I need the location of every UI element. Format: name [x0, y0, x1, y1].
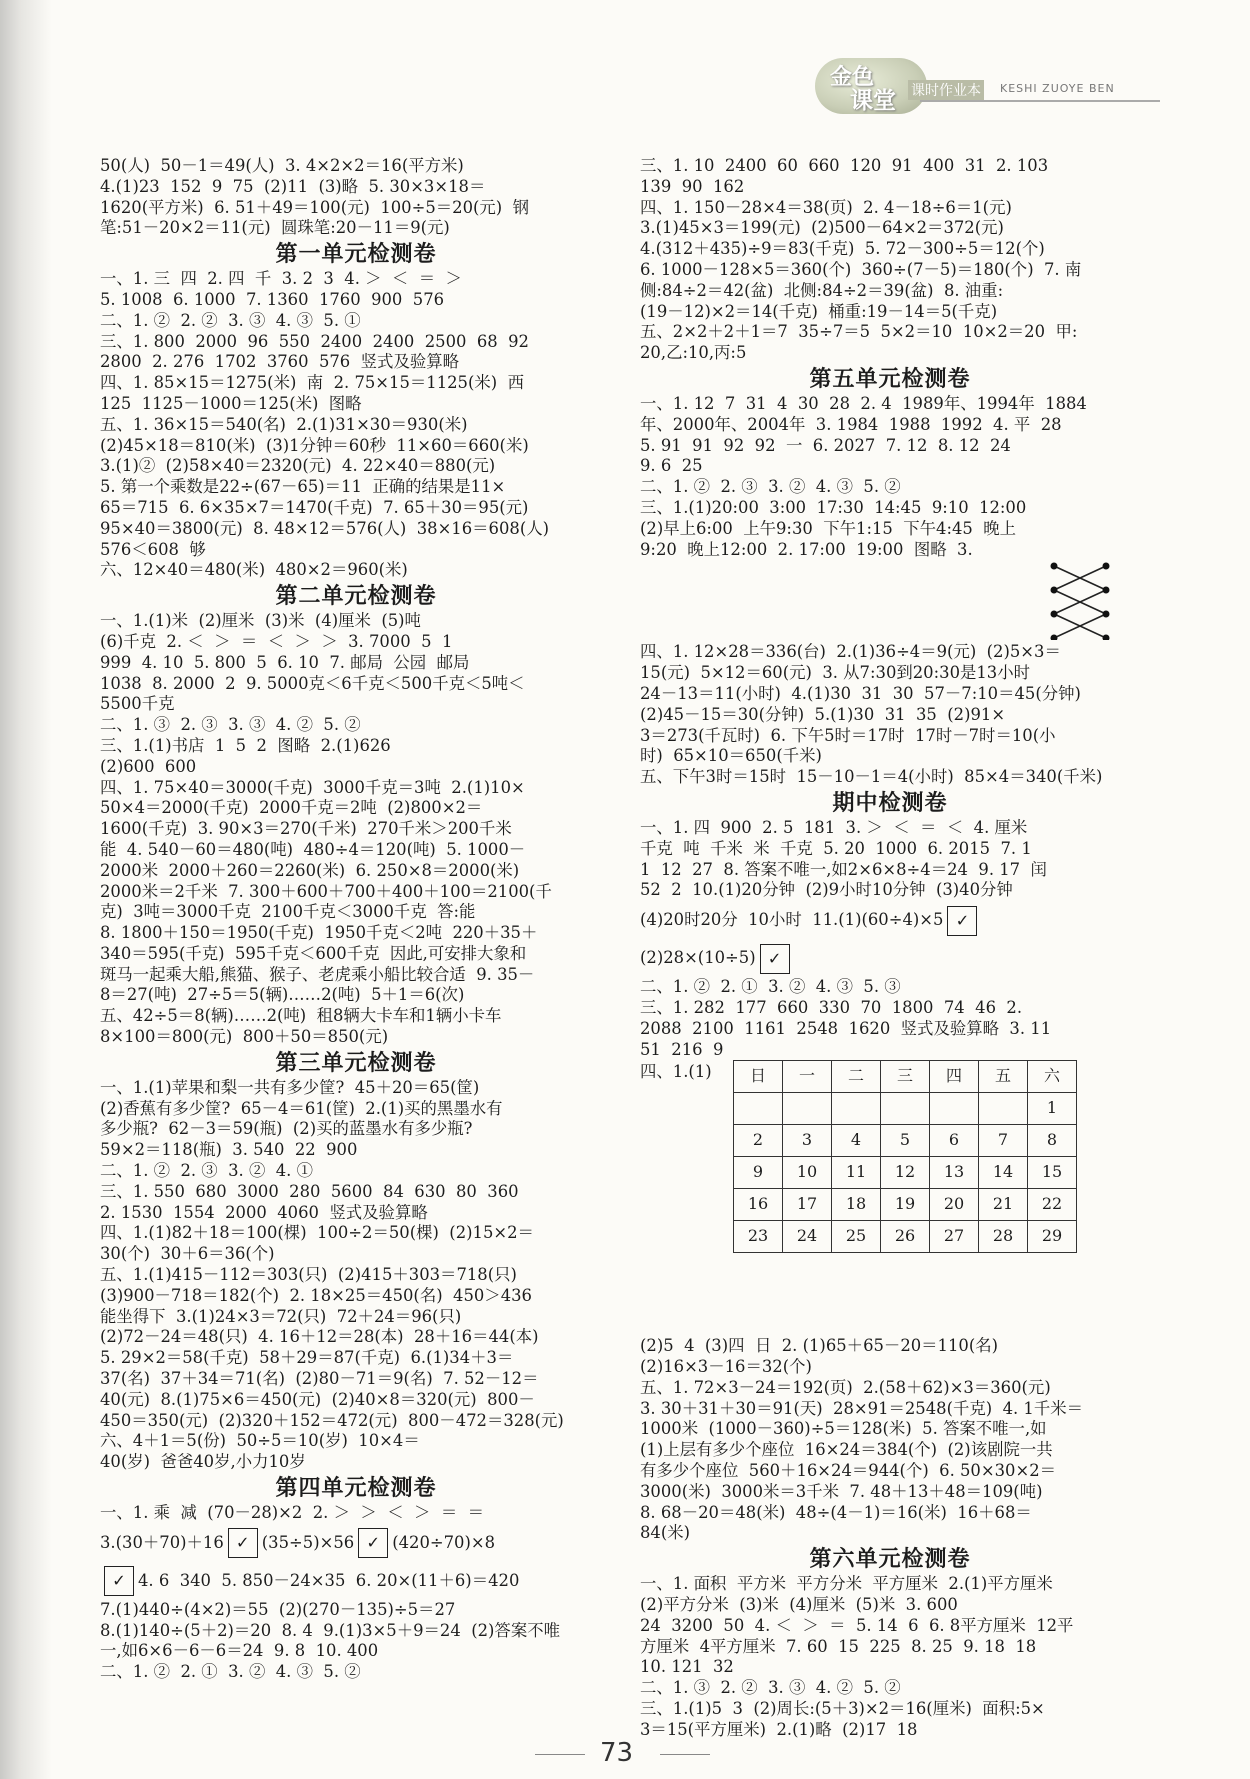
answer-line: (2)平方分米 (3)米 (4)厘米 (5)米 3. 600 — [640, 1595, 958, 1615]
calendar-label: 四、1.(1) — [640, 1062, 712, 1082]
header-rule — [920, 100, 1160, 102]
date-cell: 22 — [1028, 1189, 1077, 1221]
answer-line: 2800 2. 276 1702 3760 576 竖式及验算略 — [100, 352, 460, 372]
page-header — [790, 52, 1180, 122]
answer-line: (6)千克 2. ＜ ＞ ＝ ＜ ＞ ＞ 3. 7000 5 1 — [100, 631, 453, 651]
page-number: 73 — [600, 1738, 634, 1768]
answer-line: 能坐得下 3.(1)24×3＝72(只) 72＋24＝96(只) — [100, 1306, 462, 1326]
answer-line: 2000米＝2千米 7. 300＋600＋700＋400＋100＝2100(千 — [100, 881, 552, 901]
logo-bottom-text: 课堂 — [850, 88, 896, 114]
answer-line: 3＝273(千瓦时) 6. 下午5时＝17时 17时－7时＝10(小 — [640, 725, 1056, 745]
answer-line: 二、1. ③ 2. ③ 3. ③ 4. ② 5. ② — [100, 715, 361, 735]
answer-line: 1620(平方米) 6. 51＋49＝100(元) 100÷5＝20(元) 钢 — [100, 197, 530, 217]
answer-line: 8.(1)140÷(5＋2)＝20 8. 4 9.(1)3×5＋9＝24 (2)答案不唯 — [100, 1620, 560, 1640]
answer-text: (2)28×(10÷5) — [640, 948, 756, 968]
answer-line: 二、1. ② 2. ① 3. ② 4. ③ 5. ② — [100, 1662, 361, 1682]
answer-line: 3.(1)② (2)58×40＝2320(元) 4. 22×40＝880(元) — [100, 456, 496, 476]
answer-line: 5. 第一个乘数是22÷(67－65)＝11 正确的结果是11× — [100, 477, 506, 497]
date-cell: 26 — [881, 1221, 930, 1253]
date-cell: 16 — [734, 1189, 783, 1221]
date-cell: 2 — [734, 1125, 783, 1157]
date-cell — [881, 1093, 930, 1125]
date-cell: 24 — [783, 1221, 832, 1253]
answer-line: 9. 6 25 — [640, 456, 703, 476]
answer-line: 40(岁) 爸爸40岁,小力10岁 — [100, 1452, 306, 1472]
answer-line: (2)45×18＝810(米) (3)1分钟＝60秒 11×60＝660(米) — [100, 435, 529, 455]
answer-line: 139 90 162 — [640, 176, 745, 196]
calendar-row — [734, 1189, 1077, 1221]
answer-line: (2)香蕉有多少筐? 65－4＝61(筐) 2.(1)买的黑墨水有 — [100, 1098, 503, 1118]
answer-line: 40(元) 8.(1)75×6＝450(元) (2)40×8＝320(元) 800－ — [100, 1389, 535, 1409]
answer-line: 24 3200 50 4. ＜ ＞ ＝ 5. 14 6 6. 8平方厘米 12平 — [640, 1615, 1074, 1635]
answer-line: (3)900－718＝182(个) 2. 18×25＝450(名) 450＞436 — [100, 1285, 532, 1305]
answer-line: 五、2×2＋2＋1＝7 35÷7＝5 5×2＝10 10×2＝20 甲: — [640, 322, 1078, 342]
calendar-row — [734, 1157, 1077, 1189]
answer-line: 3＝15(平方厘米) 2.(1)略 (2)17 18 — [640, 1719, 918, 1739]
answer-line: 8×100＝800(元) 800＋50＝850(元) — [100, 1027, 389, 1047]
answer-line: (1)上层有多少个座位 16×24＝384(个) (2)该剧院一共 — [640, 1440, 1053, 1460]
answer-line: 7.(1)440÷(4×2)＝55 (2)(270－135)÷5＝27 — [100, 1599, 456, 1619]
answer-line: 9:20 晚上12:00 2. 17:00 19:00 图略 3. — [640, 539, 973, 559]
answer-line: 3000(米) 3000米＝3千米 7. 48＋13＋48＝109(吨) — [640, 1481, 1043, 1501]
date-cell: 1 — [1028, 1093, 1077, 1125]
answer-line: 二、1. ② 2. ③ 3. ② 4. ① — [100, 1161, 313, 1181]
date-cell — [930, 1093, 979, 1125]
answer-line-with-checkbox — [100, 1524, 612, 1562]
checkmark-box-icon: ✓ — [104, 1566, 134, 1596]
answer-line: 15(元) 5×12＝60(元) 3. 从7:30到20:30是13小时 — [640, 663, 1031, 683]
answer-line-with-checkbox — [640, 901, 1140, 939]
answer-line: 二、1. ③ 2. ② 3. ③ 4. ② 5. ② — [640, 1678, 901, 1698]
answer-text: 3.(30＋70)＋16 — [100, 1532, 224, 1552]
date-cell: 17 — [783, 1189, 832, 1221]
answer-line: 二、1. ② 2. ② 3. ③ 4. ③ 5. ① — [100, 310, 361, 330]
answer-line: 六、4＋1＝5(份) 50÷5＝10(岁) 10×4＝ — [100, 1431, 420, 1451]
answer-line: 一,如6×6－6－6＝24 9. 8 10. 400 — [100, 1641, 379, 1661]
answer-line: 一、1. 三 四 2. 四 千 3. 2 3 4. ＞ ＜ ＝ ＞ — [100, 269, 462, 289]
weekday-cell: 五 — [979, 1061, 1028, 1093]
checkmark-box-icon: ✓ — [760, 944, 790, 974]
answer-line-with-checkbox — [100, 1562, 612, 1600]
answer-line: 一、1. 12 7 31 4 30 28 2. 4 1989年、1994年 1884 — [640, 393, 1087, 413]
answer-line: 340＝595(千克) 595千克＜600千克 因此,可安排大象和 — [100, 943, 527, 963]
answer-line: (2)5 4 (3)四 日 2. (1)65＋65－20＝110(名) — [640, 1336, 999, 1356]
answer-line: 1038 8. 2000 2 9. 5000克＜6千克＜500千克＜5吨＜ — [100, 673, 525, 693]
answer-line: 20,乙:10,丙:5 — [640, 343, 747, 363]
answer-line: 50×4＝2000(千克) 2000千克＝2吨 (2)800×2＝ — [100, 798, 483, 818]
section-title: 第一单元检测卷 — [275, 241, 437, 268]
date-cell: 15 — [1028, 1157, 1077, 1189]
answer-line: 有多少个座位 560＋16×24＝944(个) 6. 50×30×2＝ — [640, 1461, 1057, 1481]
answer-line: 84(米) — [640, 1523, 691, 1543]
answer-line: 6. 1000－128×5＝360(个) 360÷(7－5)＝180(个) 7. 南 — [640, 259, 1082, 279]
answer-line: 1600(千克) 3. 90×3＝270(千米) 270千米＞200千米 — [100, 819, 512, 839]
matching-lines-icon — [1040, 560, 1120, 640]
answer-line: 一、1. 乘 减 (70－28)×2 2. ＞ ＞ ＜ ＞ ＝ ＝ — [100, 1503, 485, 1523]
calendar-row — [734, 1093, 1077, 1125]
answer-line: 5500千克 — [100, 694, 175, 714]
page-number-dash-right — [660, 1754, 710, 1755]
answer-line: 95×40＝3800(元) 8. 48×12＝576(人) 38×16＝608(人) — [100, 518, 550, 538]
answer-line: 51 216 9 — [640, 1039, 724, 1059]
date-cell: 27 — [930, 1221, 979, 1253]
answer-text: 4. 6 340 5. 850－24×35 6. 20×(11＋6)＝420 — [138, 1570, 520, 1590]
answer-line: 1 12 27 8. 答案不唯一,如2×6×8÷4＝24 9. 17 闰 — [640, 859, 1047, 879]
answer-line: 四、1. 12×28＝336(台) 2.(1)36÷4＝9(元) (2)5×3＝ — [640, 642, 1061, 662]
answer-line: 多少瓶? 62－3＝59(瓶) (2)买的蓝墨水有多少瓶? — [100, 1119, 473, 1139]
section-title: 第六单元检测卷 — [809, 1546, 971, 1573]
answer-line: 克) 3吨＝3000千克 2100千克＜3000千克 答:能 — [100, 902, 476, 922]
answer-line: 四、1. 85×15＝1275(米) 南 2. 75×15＝1125(米) 西 — [100, 373, 524, 393]
checkmark-box-icon: ✓ — [947, 906, 977, 936]
answer-line: 五、1.(1)415－112＝303(只) (2)415＋303＝718(只) — [100, 1265, 517, 1285]
date-cell: 20 — [930, 1189, 979, 1221]
answer-line: 2000米 2000＋260＝2260(米) 6. 250×8＝2000(米) — [100, 860, 520, 880]
answer-line: 五、下午3时＝15时 15－10－1＝4(小时) 85×4＝340(千米) — [640, 767, 1103, 787]
answer-line: 三、1. 282 177 660 330 70 1800 74 46 2. — [640, 997, 1023, 1017]
answer-line: 24－13＝11(小时) 4.(1)30 31 30 57－7:10＝45(分钟) — [640, 683, 1081, 703]
date-cell: 5 — [881, 1125, 930, 1157]
answer-line: (2)早上6:00 上午9:30 下午1:15 下午4:45 晚上 — [640, 518, 1017, 538]
date-cell: 21 — [979, 1189, 1028, 1221]
date-cell: 19 — [881, 1189, 930, 1221]
date-cell: 4 — [832, 1125, 881, 1157]
answer-line: 4.(312＋435)÷9＝83(千克) 5. 72－300÷5＝12(个) — [640, 239, 1045, 259]
header-english: KESHI ZUOYE BEN — [1000, 82, 1115, 95]
answer-line: 斑马一起乘大船,熊猫、猴子、老虎乘小船比较合适 9. 35－ — [100, 964, 535, 984]
answer-line: 59×2＝118(瓶) 3. 540 22 900 — [100, 1140, 358, 1160]
answer-line: 四、1. 150－28×4＝38(页) 2. 4－18÷6＝1(元) — [640, 197, 1012, 217]
answer-line: 三、1.(1)5 3 (2)周长:(5＋3)×2＝16(厘米) 面积:5× — [640, 1699, 1045, 1719]
date-cell: 25 — [832, 1221, 881, 1253]
left-answer-column — [100, 156, 612, 1683]
calendar-header-row — [734, 1061, 1077, 1093]
answer-line: 50(人) 50－1＝49(人) 3. 4×2×2＝16(平方米) — [100, 156, 464, 175]
answer-line: (19－12)×2＝14(千克) 桶重:19－14＝5(千克) — [640, 301, 998, 321]
logo-top-text: 金色 — [830, 65, 875, 90]
section-title: 第二单元检测卷 — [275, 583, 437, 610]
calendar-block — [640, 1060, 1140, 1336]
page-number-dash-left — [535, 1754, 585, 1755]
matching-diagram — [640, 560, 1140, 642]
answer-line: 125 1125－1000＝125(米) 图略 — [100, 393, 362, 413]
answer-line: 52 2 10.(1)20分钟 (2)9小时10分钟 (3)40分钟 — [640, 880, 1013, 900]
answer-line: 五、1. 72×3－24＝192(页) 2.(58＋62)×3＝360(元) — [640, 1377, 1051, 1397]
answer-line: 笔:51－20×2＝11(元) 圆珠笔:20－11＝9(元) — [100, 218, 450, 238]
answer-line: 五、1. 36×15＝540(名) 2.(1)31×30＝930(米) — [100, 414, 468, 434]
section-title: 第三单元检测卷 — [275, 1049, 437, 1076]
answer-text: (420÷70)×8 — [392, 1532, 496, 1552]
answer-line: 时) 65×10＝650(千米) — [640, 746, 822, 766]
answer-line: 三、1.(1)书店 1 5 2 图略 2.(1)626 — [100, 735, 391, 755]
answer-line: 999 4. 10 5. 800 5 6. 10 7. 邮局 公园 邮局 — [100, 652, 470, 672]
weekday-cell: 四 — [930, 1061, 979, 1093]
answer-line: 一、1.(1)苹果和梨一共有多少筐? 45＋20＝65(筐) — [100, 1077, 480, 1097]
answer-line: 8＝27(吨) 27÷5＝5(辆)……2(吨) 5＋1＝6(次) — [100, 985, 465, 1005]
answer-line-with-checkbox — [640, 939, 1140, 977]
section-title: 第五单元检测卷 — [809, 365, 971, 392]
answer-line: 2088 2100 1161 2548 1620 竖式及验算略 3. 11 — [640, 1018, 1052, 1038]
date-cell: 12 — [881, 1157, 930, 1189]
weekday-cell: 六 — [1028, 1061, 1077, 1093]
checkmark-box-icon: ✓ — [228, 1528, 258, 1558]
answer-line: 年、2000年、2004年 3. 1984 1988 1992 4. 平 28 — [640, 414, 1062, 434]
right-answer-column — [640, 156, 1140, 1741]
answer-line: 三、1.(1)20:00 3:00 17:30 14:45 9:10 12:00 — [640, 497, 1027, 517]
answer-line: 37(名) 37＋34＝71(名) (2)80－71＝9(名) 7. 52－12＝ — [100, 1369, 539, 1389]
date-cell: 28 — [979, 1221, 1028, 1253]
answer-line: 三、1. 550 680 3000 280 5600 84 630 80 360 — [100, 1181, 519, 1201]
answer-line: 3.(1)45×3＝199(元) (2)500－64×2＝372(元) — [640, 218, 1004, 238]
date-cell — [979, 1093, 1028, 1125]
answer-line: 5. 29×2＝58(千克) 58＋29＝87(千克) 6.(1)34＋3＝ — [100, 1348, 514, 1368]
answer-text: (35÷5)×56 — [261, 1532, 355, 1552]
weekday-cell: 三 — [881, 1061, 930, 1093]
answer-line: 4.(1)23 152 9 75 (2)11 (3)略 5. 30×3×18＝ — [100, 176, 486, 196]
section-title: 第四单元检测卷 — [275, 1475, 437, 1502]
answer-line: 方厘米 4平方厘米 7. 60 15 225 8. 25 9. 18 18 — [640, 1636, 1037, 1656]
answer-line: 450＝350(元) (2)320＋152＝472(元) 800－472＝328(元) — [100, 1410, 564, 1430]
section-title: 期中检测卷 — [832, 789, 948, 816]
answer-line: (2)45－15＝30(分钟) 5.(1)30 31 35 (2)91× — [640, 704, 1006, 724]
answer-line: (2)600 600 — [100, 756, 197, 776]
answer-line: 8. 68－20＝48(米) 48÷(4－1)＝16(米) 16＋68＝ — [640, 1502, 1032, 1522]
date-cell: 7 — [979, 1125, 1028, 1157]
answer-line: 三、1. 10 2400 60 660 120 91 400 31 2. 103 — [640, 156, 1049, 175]
answer-line: 65＝715 6. 6×35×7＝1470(千克) 7. 65＋30＝95(元) — [100, 497, 529, 517]
scan-edge-strip — [0, 0, 52, 1779]
date-cell: 13 — [930, 1157, 979, 1189]
calendar-row — [734, 1125, 1077, 1157]
date-cell: 9 — [734, 1157, 783, 1189]
answer-line: 3. 30＋31＋30＝91(天) 28×91＝2548(千克) 4. 1千米＝ — [640, 1398, 1084, 1418]
answer-line: 576＜608 够 — [100, 539, 206, 559]
answer-line: (2)72－24＝48(只) 4. 16＋12＝28(本) 28＋16＝44(本) — [100, 1327, 539, 1347]
checkmark-box-icon: ✓ — [358, 1528, 388, 1558]
answer-line: 二、1. ② 2. ① 3. ② 4. ③ 5. ③ — [640, 977, 901, 997]
date-cell — [832, 1093, 881, 1125]
answer-line: 侧:84÷2＝42(盆) 北侧:84÷2＝39(盆) 8. 油重: — [640, 280, 1004, 300]
answer-line: 一、1. 四 900 2. 5 181 3. ＞ ＜ ＝ ＜ 4. 厘米 — [640, 817, 1028, 837]
answer-line: 三、1. 800 2000 96 550 2400 2400 2500 68 92 — [100, 331, 529, 351]
answer-line: 5. 1008 6. 1000 7. 1360 1760 900 576 — [100, 289, 445, 309]
header-subtitle: 课时作业本 — [908, 80, 984, 100]
answer-line: 千克 吨 千米 米 千克 5. 20 1000 6. 2015 7. 1 — [640, 838, 1032, 858]
date-cell: 23 — [734, 1221, 783, 1253]
date-cell: 18 — [832, 1189, 881, 1221]
weekday-cell: 二 — [832, 1061, 881, 1093]
answer-line: 30(个) 30＋6＝36(个) — [100, 1244, 275, 1264]
calendar-table — [733, 1060, 1077, 1253]
date-cell: 29 — [1028, 1221, 1077, 1253]
weekday-cell: 一 — [783, 1061, 832, 1093]
answer-line: 四、1. 75×40＝3000(千克) 3000千克＝3吨 2.(1)10× — [100, 777, 525, 797]
date-cell — [734, 1093, 783, 1125]
answer-line: 2. 1530 1554 2000 4060 竖式及验算略 — [100, 1202, 428, 1222]
date-cell: 8 — [1028, 1125, 1077, 1157]
answer-line: 四、1.(1)82＋18＝100(棵) 100÷2＝50(棵) (2)15×2＝ — [100, 1223, 534, 1243]
answer-line: 1000米 (1000－360)÷5＝128(米) 5. 答案不唯一,如 — [640, 1419, 1047, 1439]
date-cell: 3 — [783, 1125, 832, 1157]
answer-line: 五、42÷5＝8(辆)……2(吨) 租8辆大卡车和1辆小卡车 — [100, 1006, 502, 1026]
date-cell: 10 — [783, 1157, 832, 1189]
answer-line: 5. 91 91 92 92 一 6. 2027 7. 12 8. 12 24 — [640, 435, 1011, 455]
answer-line: 二、1. ② 2. ③ 3. ② 4. ③ 5. ② — [640, 477, 901, 497]
answer-line: 一、1. 面积 平方米 平方分米 平方厘米 2.(1)平方厘米 — [640, 1574, 1053, 1594]
calendar-row — [734, 1221, 1077, 1253]
answer-line: 能 4. 540－60＝480(吨) 480÷4＝120(吨) 5. 1000－ — [100, 839, 526, 859]
date-cell: 6 — [930, 1125, 979, 1157]
answer-line: (2)16×3－16＝32(个) — [640, 1357, 812, 1377]
answer-line: 10. 121 32 — [640, 1657, 734, 1677]
date-cell — [783, 1093, 832, 1125]
answer-text: (4)20时20分 10小时 11.(1)(60÷4)×5 — [640, 910, 944, 930]
date-cell: 14 — [979, 1157, 1028, 1189]
answer-line: 8. 1800＋150＝1950(千克) 1950千克＜2吨 220＋35＋ — [100, 923, 538, 943]
answer-line: 一、1.(1)米 (2)厘米 (3)米 (4)厘米 (5)吨 — [100, 611, 421, 631]
answer-line: 六、12×40＝480(米) 480×2＝960(米) — [100, 560, 408, 580]
weekday-cell: 日 — [734, 1061, 783, 1093]
date-cell: 11 — [832, 1157, 881, 1189]
